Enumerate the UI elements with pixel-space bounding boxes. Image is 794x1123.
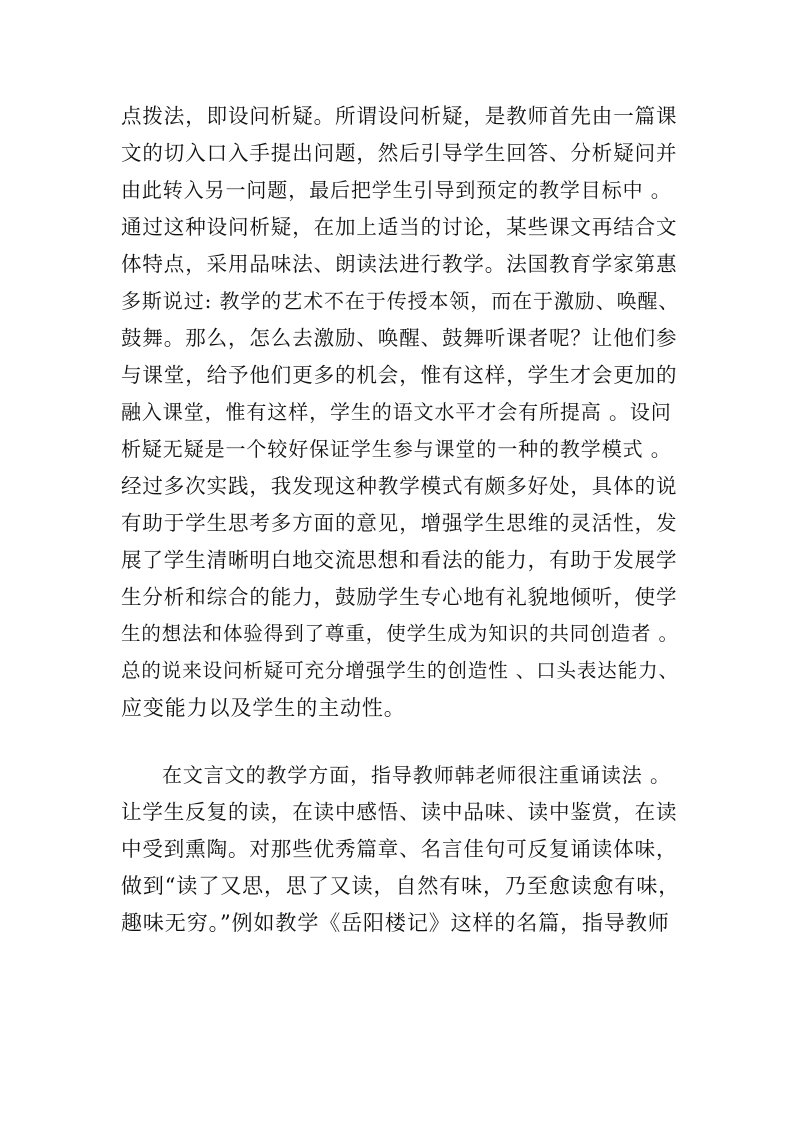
text-line: 有助于学生思考多方面的意见，增强学生思维的灵活性，发: [121, 511, 678, 535]
text-line: 点拨法，即设问析疑。所谓设问析疑，是教师首先由一篇课: [121, 104, 678, 128]
text-line: 经过多次实践，我发现这种教学模式有颇多好处，具体的说: [121, 474, 678, 498]
text-line: 应变能力以及学生的主动性。: [121, 696, 406, 720]
text-line: 趣味无穷。”例如教学《岳阳楼记》这样的名篇，指导教师: [121, 911, 670, 935]
text-line: 文的切入口入手提出问题，然后引导学生回答、分析疑问并: [121, 141, 678, 165]
text-line: 做到“读了又思，思了又读，自然有味，乃至愈读愈有味，: [121, 874, 681, 898]
text-line: 多斯说过: 教学的艺术不在于传授本领，而在于激励、唤醒、: [121, 289, 680, 313]
text-line: 体特点，采用品味法、朗读法进行教学。法国教育学家第惠: [121, 252, 678, 276]
text-line: 生分析和综合的能力，鼓励学生专心地有礼貌地倾听，使学: [121, 585, 678, 609]
text-line: 让学生反复的读，在读中感悟、读中品味、读中鉴赏，在读: [121, 800, 678, 824]
text-line: 鼓舞。那么，怎么去激励、唤醒、鼓舞听课者呢？让他们参: [121, 326, 678, 350]
text-line: 展了学生清晰明白地交流思想和看法的能力，有助于发展学: [121, 548, 678, 572]
text-line: 由此转入另一问题，最后把学生引导到预定的教学目标中 。: [121, 178, 672, 202]
text-line: 中受到熏陶。对那些优秀篇章、名言佳句可反复诵读体味，: [121, 837, 678, 861]
text-line: 与课堂，给予他们更多的机会，惟有这样，学生才会更加的: [121, 363, 678, 387]
paragraph-first-line: 在文言文的教学方面，指导教师韩老师很注重诵读法 。: [162, 763, 671, 787]
text-line: 融入课堂，惟有这样，学生的语文水平才会有所提高 。设问: [121, 400, 672, 424]
text-line: 通过这种设问析疑，在加上适当的讨论，某些课文再结合文: [121, 215, 678, 239]
text-line: 总的说来设问析疑可充分增强学生的创造性 、口头表达能力、: [121, 659, 679, 682]
text-line: 生的想法和体验得到了尊重，使学生成为知识的共同创造者 。: [121, 622, 679, 645]
text-line: 析疑无疑是一个较好保证学生参与课堂的一种的教学模式 。: [121, 437, 672, 461]
